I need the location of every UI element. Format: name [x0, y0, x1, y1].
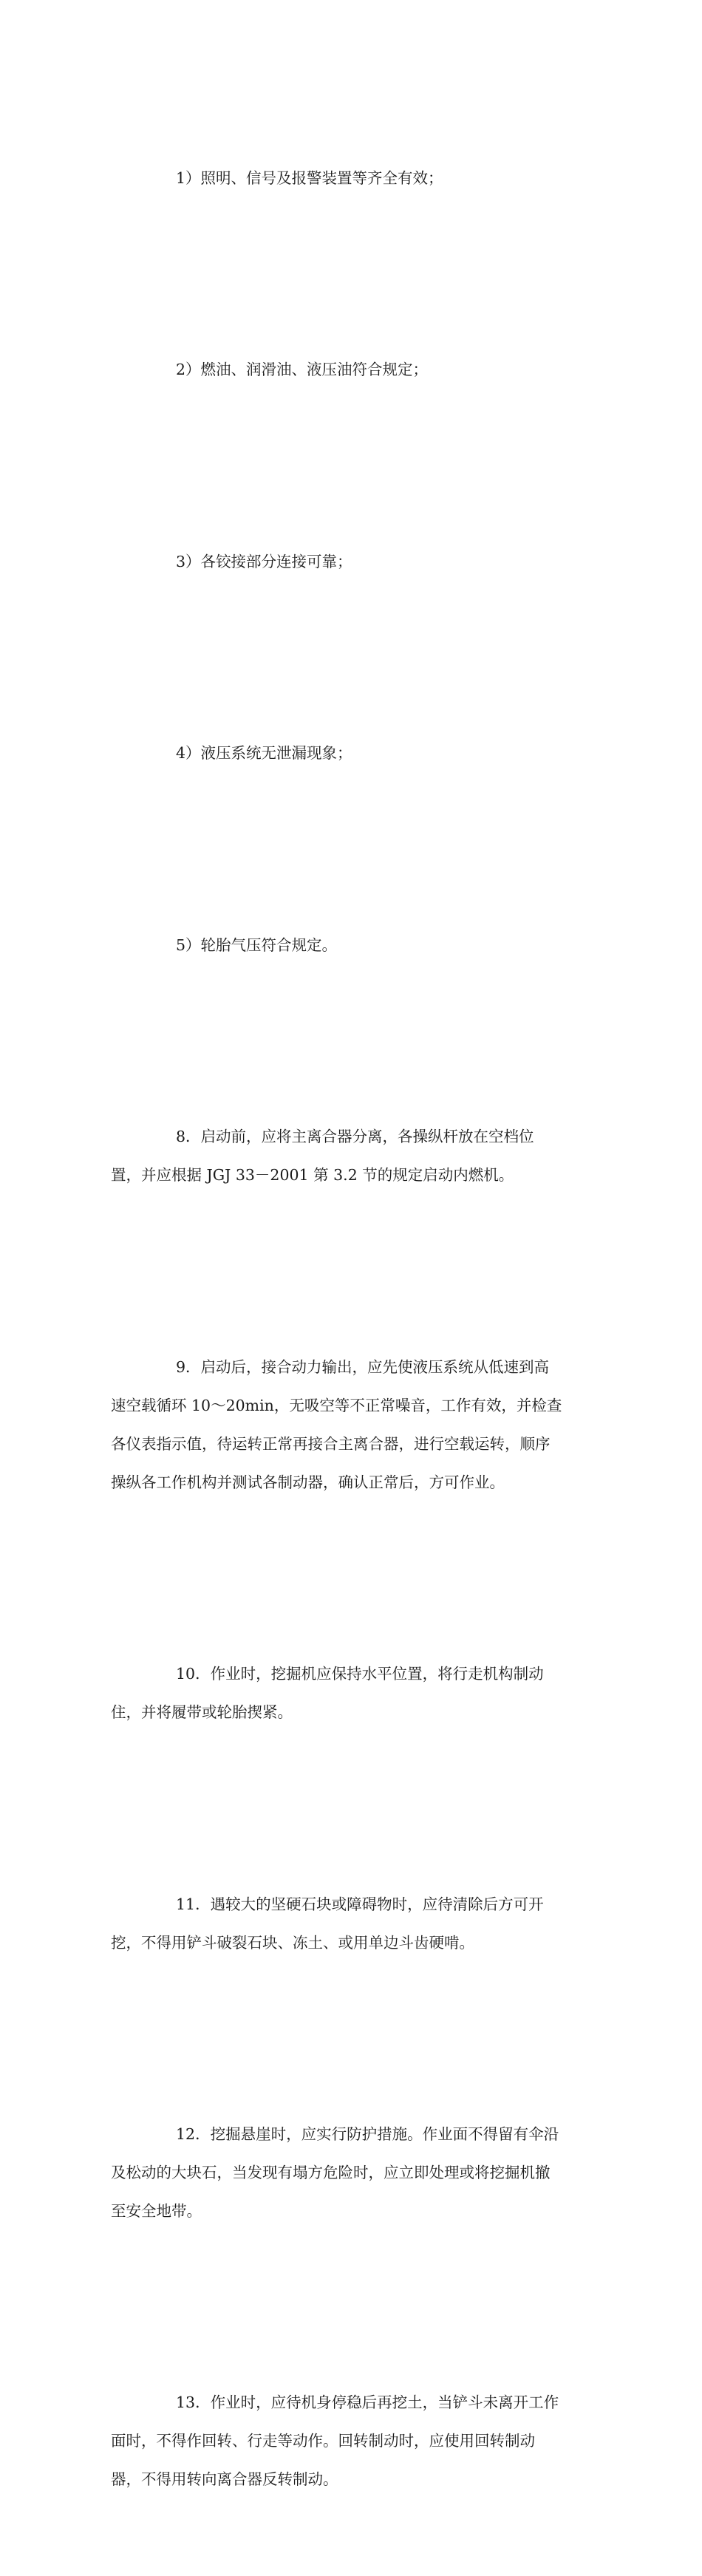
text-line: 器，不得用转向离合器反转制动。	[111, 2470, 338, 2489]
document-body	[111, 83, 595, 2576]
list-item-hinges	[111, 466, 595, 658]
text-line: 操纵各工作机构并测试各制动器，确认正常后，方可作业。	[111, 1473, 505, 1491]
text-line: 8．启动前，应将主离合器分离，各操纵杆放在空档位	[176, 1128, 534, 1146]
clause-12	[111, 2039, 595, 2307]
text-line: 各仪表指示值，待运转正常再接合主离合器，进行空载运转，顺序	[111, 1434, 551, 1453]
text-line: 4）液压系统无泄漏现象；	[176, 744, 352, 763]
text-line: 13．作业时，应待机身停稳后再挖土，当铲斗未离开工作	[176, 2393, 559, 2412]
text-line: 及松动的大块石，当发现有塌方危险时，应立即处理或将挖掘机撤	[111, 2163, 551, 2181]
clause-10	[111, 1578, 595, 1808]
clause-8	[111, 1042, 595, 1272]
list-item-lighting	[111, 83, 595, 275]
text-line: 9．启动后，接合动力输出，应先使液压系统从低速到高	[176, 1357, 550, 1376]
clause-9	[111, 1272, 595, 1578]
list-item-tires	[111, 850, 595, 1042]
text-line: 速空载循环 10～20min，无吸空等不正常噪音，工作有效，并检查	[111, 1396, 562, 1414]
text-line: 3）各铰接部分连接可靠；	[176, 552, 352, 570]
text-line: 2）燃油、润滑油、液压油符合规定；	[176, 361, 429, 379]
text-line: 1）照明、信号及报警装置等齐全有效；	[176, 168, 443, 187]
clause-11	[111, 1809, 595, 2039]
text-line: 挖，不得用铲斗破裂石块、冻土、或用单边斗齿硬啃。	[111, 1933, 474, 1952]
text-line: 置，并应根据 JGJ 33－2001 第 3.2 节的规定启动内燃机。	[111, 1166, 514, 1185]
text-line: 10．作业时，挖掘机应保持水平位置，将行走机构制动	[176, 1665, 544, 1683]
text-line: 住，并将履带或轮胎揳紧。	[111, 1703, 293, 1722]
text-line: 面时，不得作回转、行走等动作。回转制动时，应使用回转制动	[111, 2432, 535, 2450]
text-line: 5）轮胎气压符合规定。	[176, 936, 338, 954]
clause-13	[111, 2308, 595, 2576]
list-item-fuel	[111, 275, 595, 467]
text-line: 12．挖掘悬崖时，应实行防护措施。作业面不得留有伞沿	[176, 2125, 559, 2144]
text-line: 11．遇较大的坚硬石块或障碍物时，应待清除后方可开	[176, 1895, 544, 1913]
text-line: 至安全地带。	[111, 2201, 202, 2220]
list-item-hydraulic	[111, 658, 595, 851]
